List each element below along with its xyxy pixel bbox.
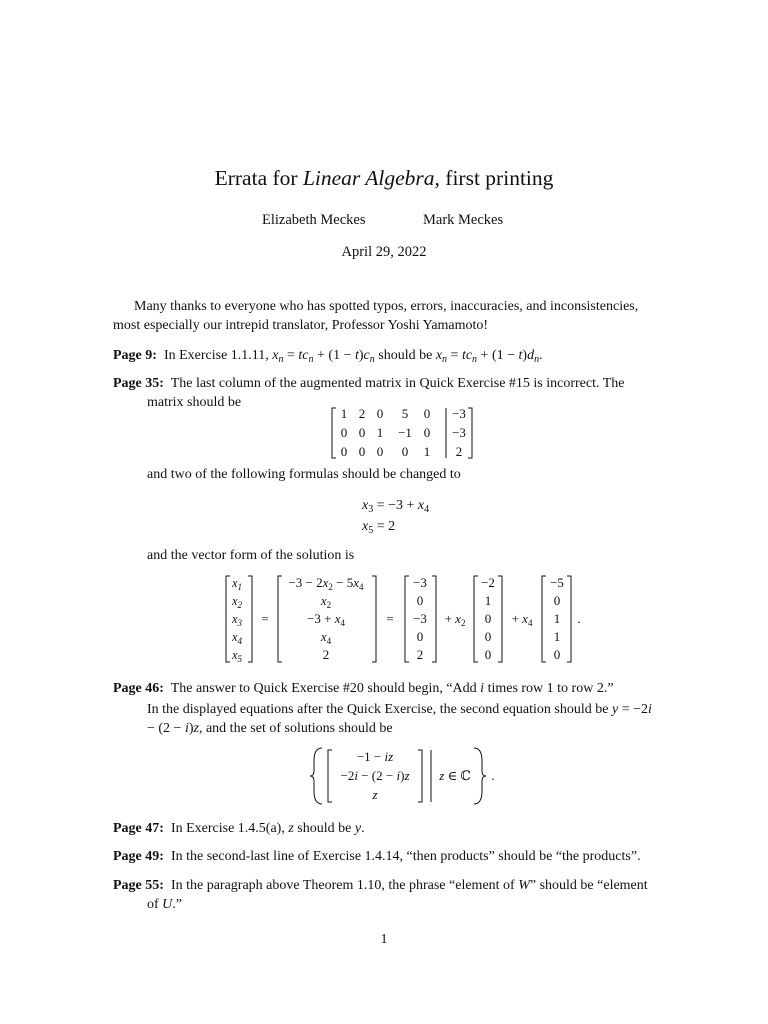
svg-text:0: 0 [416, 629, 424, 644]
errata-entry-page-46: Page 46: The answer to Quick Exercise #20 should begin, “Add i times row 1 to row 2.” [113, 681, 614, 696]
errata-entry-page-55: Page 55: In the paragraph above Theorem 1.10, the phrase “element of W” should be “element of U.” [113, 878, 648, 912]
svg-text:=: = [261, 611, 269, 626]
author-name: Mark Meckes [423, 212, 504, 228]
entry-text: and the vector form of the solution is [147, 548, 355, 563]
svg-text:−2: −2 [481, 575, 495, 590]
svg-text:−2i − (2 − i)z: −2i − (2 − i)z [340, 768, 410, 783]
matrix-entry: −3 [452, 406, 466, 421]
svg-text:z: z [372, 787, 378, 802]
svg-text:z ∈ ℂ: z ∈ ℂ [439, 768, 471, 783]
document-title: Errata for Linear Algebra, first printing [214, 166, 554, 190]
author-name: Elizabeth Meckes [262, 212, 366, 228]
entry-page-label: Page 9: [113, 348, 157, 363]
svg-text:x2: $x_2$ [320, 593, 332, 610]
solution-set [308, 745, 508, 807]
formula-x5: $x_5 = 2$ [362, 519, 396, 536]
svg-text:0: 0 [416, 593, 424, 608]
matrix-entry: 5 [401, 406, 409, 421]
matrix-entry: 1 [423, 444, 431, 459]
svg-text:x4: $x_4$ [231, 630, 243, 646]
entry-page-label: Page 49: [113, 849, 164, 864]
entry-page-label: Page 55: [113, 878, 164, 893]
svg-text:−3 + x4: $-3 + x_4$ [307, 611, 345, 628]
svg-text:0: 0 [484, 611, 492, 626]
svg-text:=: = [386, 611, 394, 626]
document-date: April 29, 2022 [341, 244, 427, 260]
vector-form-solution [220, 572, 590, 666]
matrix-entry: 0 [423, 406, 431, 421]
entry-text: and two of the following formulas should be changed to [147, 467, 461, 482]
svg-text:x4: $x_4$ [320, 629, 332, 646]
svg-text:1: 1 [553, 629, 561, 644]
matrix-entry: 0 [358, 444, 366, 459]
svg-text:+ x2: + $x_2$ [444, 611, 466, 628]
svg-text:0: 0 [553, 647, 561, 662]
entry-page-label: Page 35: [113, 376, 164, 391]
matrix-entry: 1 [376, 425, 384, 440]
svg-text:x2: $x_2$ [231, 594, 243, 610]
matrix-entry: 0 [401, 444, 409, 459]
errata-entry-page-47: Page 47: In Exercise 1.4.5(a), z should be y. [113, 821, 365, 836]
entry-page-label: Page 46: [113, 681, 164, 696]
matrix-entry: 0 [358, 425, 366, 440]
svg-text:1: 1 [553, 611, 561, 626]
augmented-matrix [326, 402, 476, 462]
errata-entry-page-35: Page 35: The last column of the augmented matrix in Quick Exercise #15 is incorrect. The matrix should be [113, 376, 625, 410]
matrix-entry: 2 [358, 406, 366, 421]
matrix-entry: −1 [398, 425, 412, 440]
matrix-entry: 2 [455, 444, 463, 459]
errata-entry-page-49: Page 49: In the second-last line of Exercise 1.4.14, “then products” should be “the products”. [113, 849, 641, 864]
svg-text:x3: $x_3$ [231, 612, 243, 628]
svg-text:.: . [577, 611, 581, 626]
svg-text:0: 0 [553, 593, 561, 608]
entry-text: In the displayed equations after the Quick Exercise, the second equation should be y = −2i − (2 − i)z, and the set of solutions should be [147, 702, 652, 736]
matrix-entry: 0 [376, 406, 384, 421]
svg-text:−1 − iz: −1 − iz [356, 749, 394, 764]
formula-x3: $x_3 = -3 + x_4$ [362, 498, 430, 515]
errata-entry-page-9: Page 9: In Exercise 1.1.11, $x_n = tc_n + (1 - t)c_n$ should be $x_n = tc_n + (1 - t)d_n$. [113, 348, 543, 365]
svg-text:x5: $x_5$ [231, 648, 243, 664]
matrix-entry: 1 [340, 406, 348, 421]
matrix-entry: 0 [376, 444, 384, 459]
svg-text:x1: $x_1$ [231, 576, 243, 592]
entry-page-label: Page 47: [113, 821, 164, 836]
svg-text:2: 2 [322, 647, 330, 662]
svg-text:−3: −3 [413, 611, 427, 626]
matrix-entry: 0 [340, 444, 348, 459]
svg-text:+ x4: + $x_4$ [511, 611, 533, 628]
matrix-entry: 0 [340, 425, 348, 440]
svg-text:−5: −5 [550, 575, 564, 590]
matrix-entry: −3 [452, 425, 466, 440]
svg-text:1: 1 [484, 593, 492, 608]
svg-text:−3 − 2x2 − 5x4: $-3 - 2x_2 - 5x_4$ [288, 575, 364, 592]
matrix-entry: 0 [423, 425, 431, 440]
svg-text:.: . [491, 768, 495, 783]
intro-paragraph: Many thanks to everyone who has spotted typos, errors, inaccuracies, and inconsistencies, most especially our intrepid translator, Professor Yoshi Yamamoto! [113, 299, 639, 333]
svg-text:2: 2 [416, 647, 424, 662]
page-number: 1 [380, 932, 388, 947]
svg-text:−3: −3 [413, 575, 427, 590]
svg-text:0: 0 [484, 647, 492, 662]
svg-text:0: 0 [484, 629, 492, 644]
